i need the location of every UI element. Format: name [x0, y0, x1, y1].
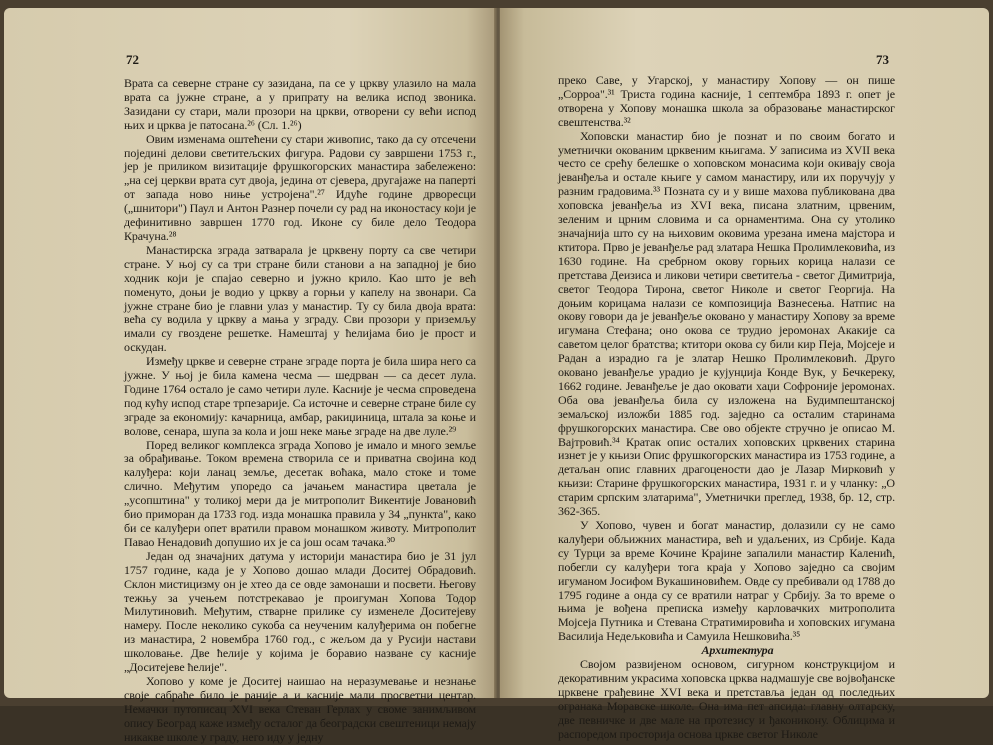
- paragraph: преко Саве, у Угарској, у манастиру Хопову — он пише „Сорроа".³¹ Триста година касније, 1 септембра 1893 г. опет је отворена у Хопову монашка школа за образовање манастирског свештенства.³²: [558, 73, 895, 129]
- left-page: [4, 8, 496, 744]
- paragraph: Врата са северне стране су зазидана, па се у цркву улазило на мала врата са јужне стране, а у припрату на велика испод звоника. Зазидани су стари, мали прозори на цркви, отворени су већи испод њих и црква је патосана.²⁶ (Сл. 1.²⁶): [124, 76, 476, 132]
- page-number-left: 72: [126, 52, 139, 67]
- paragraph: У Хопово, чувен и богат манастир, долазили су не само калуђери обљижних манастира, већ и удаљених, из Србије. Када су Турци за време Кочине Крајине запалили манастир Каленић, побегли су калуђери тога краја у Хопово заједно са својим игуманом Јосифом Вукашиновићем. Овде су пребивали од 1788 до 1795 године а онда су се вратили натраг у Србију. За то време о њима је вођена преписка између карловачких митрополита Мојсеја Путника и Стевана Стратимировића и хоповских игумана Василија Недељковића и Самуила Нешковића.³⁵: [558, 518, 895, 644]
- paragraph: Између цркве и северне стране зграде порта је била шира него са јужне. У њој је била камена чесма — шедрван — са десет лула. Године 1764 остало је само четири луле. Касније је чесма спроведена под кућу испод старе трпезарије. Са источне и северне стране биле су зграде за економију: качарница, амбар, ракиџиница, штала за коње и волове, сенара, шупа за кола и још неке мање зграде на две луле.²⁹: [124, 354, 476, 438]
- paragraph: Хоповски манастир био је познат и по своим богато и уметнички окованим црквеним књигама. У записима из XVII века честo се срећу белешке о хоповском монасима који окивају своја јеванђеља и остале књиге у самом манастиру, или их поручују у разним градовима.³³ Познатa су и у више махова публикована два хоповска јеванђеља из XVI века, писана златним, црвеним, зеленим и црним словима и са орнаментима. Она су утолико значајнија што су на њиховим оковима урезана имена мајстора и ктитора. Прво је јеванђеље рад златара Нешка Пролимлековића, из 1630 године. На сребрном окову горњих корица налази се претстава Деизиса и ликови четири светитеља - светог Димитрија, светог Теодора Тирона, светог Николе и светог Георгија. На доњим корицама налази се композиција Вазнесења. Натпис на окову говори да је јеванђеље оковано у манастиру Хопову за време игумана Стефана; оно окова се трудио јеромонах Акакије са саветом целог братства; ктитори окова су били кир Пеја, Мојсеје и Радан а израдио га је златар Нешко Пролимлековић. Друго оковано јеванђеље урадио је кујунџија Конде Вук, у Бечкереку, 1662 године. Јеванђеље је дао оковати хаџи Софроније јеромонах. Оба ова јеванђеља била су изложена на Будимпештанској земаљској изложби 1885 год. заједно са осталим старинама фрушкогорских манастира. Све ово објекте стручно је описао М. Вајтровић.³⁴ Кратак опис осталих хоповских црквених старина изнет је у књизи Опис фрушкогорских манастира из 1753 године, а детаљан опис главних драгоцености дао је Лазар Мирковић у књизи: Старине фрушкогорских манастира, 1931 г. и у чланку: „О старим српским златарима", Уметнички преглед, 1938, бр. 12, стр. 362-365.: [558, 128, 895, 519]
- left-page-text: [124, 77, 476, 745]
- right-page: [500, 8, 989, 741]
- right-page-text: [558, 74, 895, 742]
- paragraph: Један од значајних датума у историји манастира био је 31 јул 1757 године, када је у Хопово дошао млади Доситеј Обрадовић. Склон мистицизму он је хтео да се овде замонаши и посвети. Његову тежњу за учењем потстрекаваo је проигуман Хопова Тодор Милутиновић. Међутим, стварне прилике су изменеле Доситејеву намеру. После неколико сукоба са неученим калуђерима он побегне из манастира, 2 новембра 1760 год., с жељом да у Русији настави школовање. Две ћелије у којима је боравио назване су касније „Доситејеве ћелије".: [124, 548, 476, 675]
- section-heading: Архитектура: [701, 643, 774, 658]
- paragraph: Својом развијеном основом, сигурном конструкцијом и декоративним украсима хоповска црква надмашује све војвођанске црквене грађевине XVI века и претставља један од последњих огранака Моравске школе. Она има пет апсида: главну олтарску, две певничке и две мале на протезису и ђаконикону. Облицима и распоредом просторија основа цркве светог Николе: [558, 657, 895, 741]
- paragraph: Овим изменама оштећени су стари живопис, тако да су отсечени појединi делови светитељских фигура. Радови су завршени 1753 г., јер је приликом визитације фрушкогорских манастира забележено: „на сеј церкви врата сут двоја, једина от сјевера, другајаже на папертi от запада ново ниње устројена".²⁷ Идуће године дрворесци („шнитори") Паул и Антон Разнер почели су рад на иконостасу који је дефинитивно завршен 1770 год. Иконе су биле дело Теодора Крачуна.²⁸: [124, 131, 476, 243]
- paragraph: Манастирска зграда затварала је црквену порту са све четири стране. У њој су са три стране били станови а на западној је био ходник који је спајао северно и јужно крило. Као што је већ поменуто, доњи је водио у цркву а горњи у капелу на звонари. Са јужне стране био је главни улаз у манастир. Ту су била двоја врата: већа су водила у цркву а мања у зграду. Сви прозори у приземљу имали су гвоздене решетке. Намештај у ћелијама био је прост и оскудан.: [124, 242, 476, 355]
- paragraph: Хопово у коме је Доситеј наишао на неразумевање и незнање своје сабраће било је раније а и касније мали просветни центар. Немачки путописац XVI века Стеван Герлах у своме занимљивом опису Београд каже између осталог да београдски свештеници немају никакве школе у граду, него иду у једну: [124, 673, 476, 744]
- page-number-right: 73: [876, 52, 889, 67]
- paragraph: Поред великог комплекса зграда Хопово је имало и много земље за обрађивање. Током времена створила се и приватна својина код калуђера: који ланац земље, десетак воћака, мало стоке и томе слично. Међутим упоредо са јачањем манастира цветала је „усопштина" у толикој мери да је митрополит Викентије Јовановић био приморан да 1733 год. изда монашка правила у 34 „пункта", како би се калуђери опет вратили правом монашком животу. Митрополит Павао Ненадовић допушио их је са још осам тачака.³⁰: [124, 437, 476, 549]
